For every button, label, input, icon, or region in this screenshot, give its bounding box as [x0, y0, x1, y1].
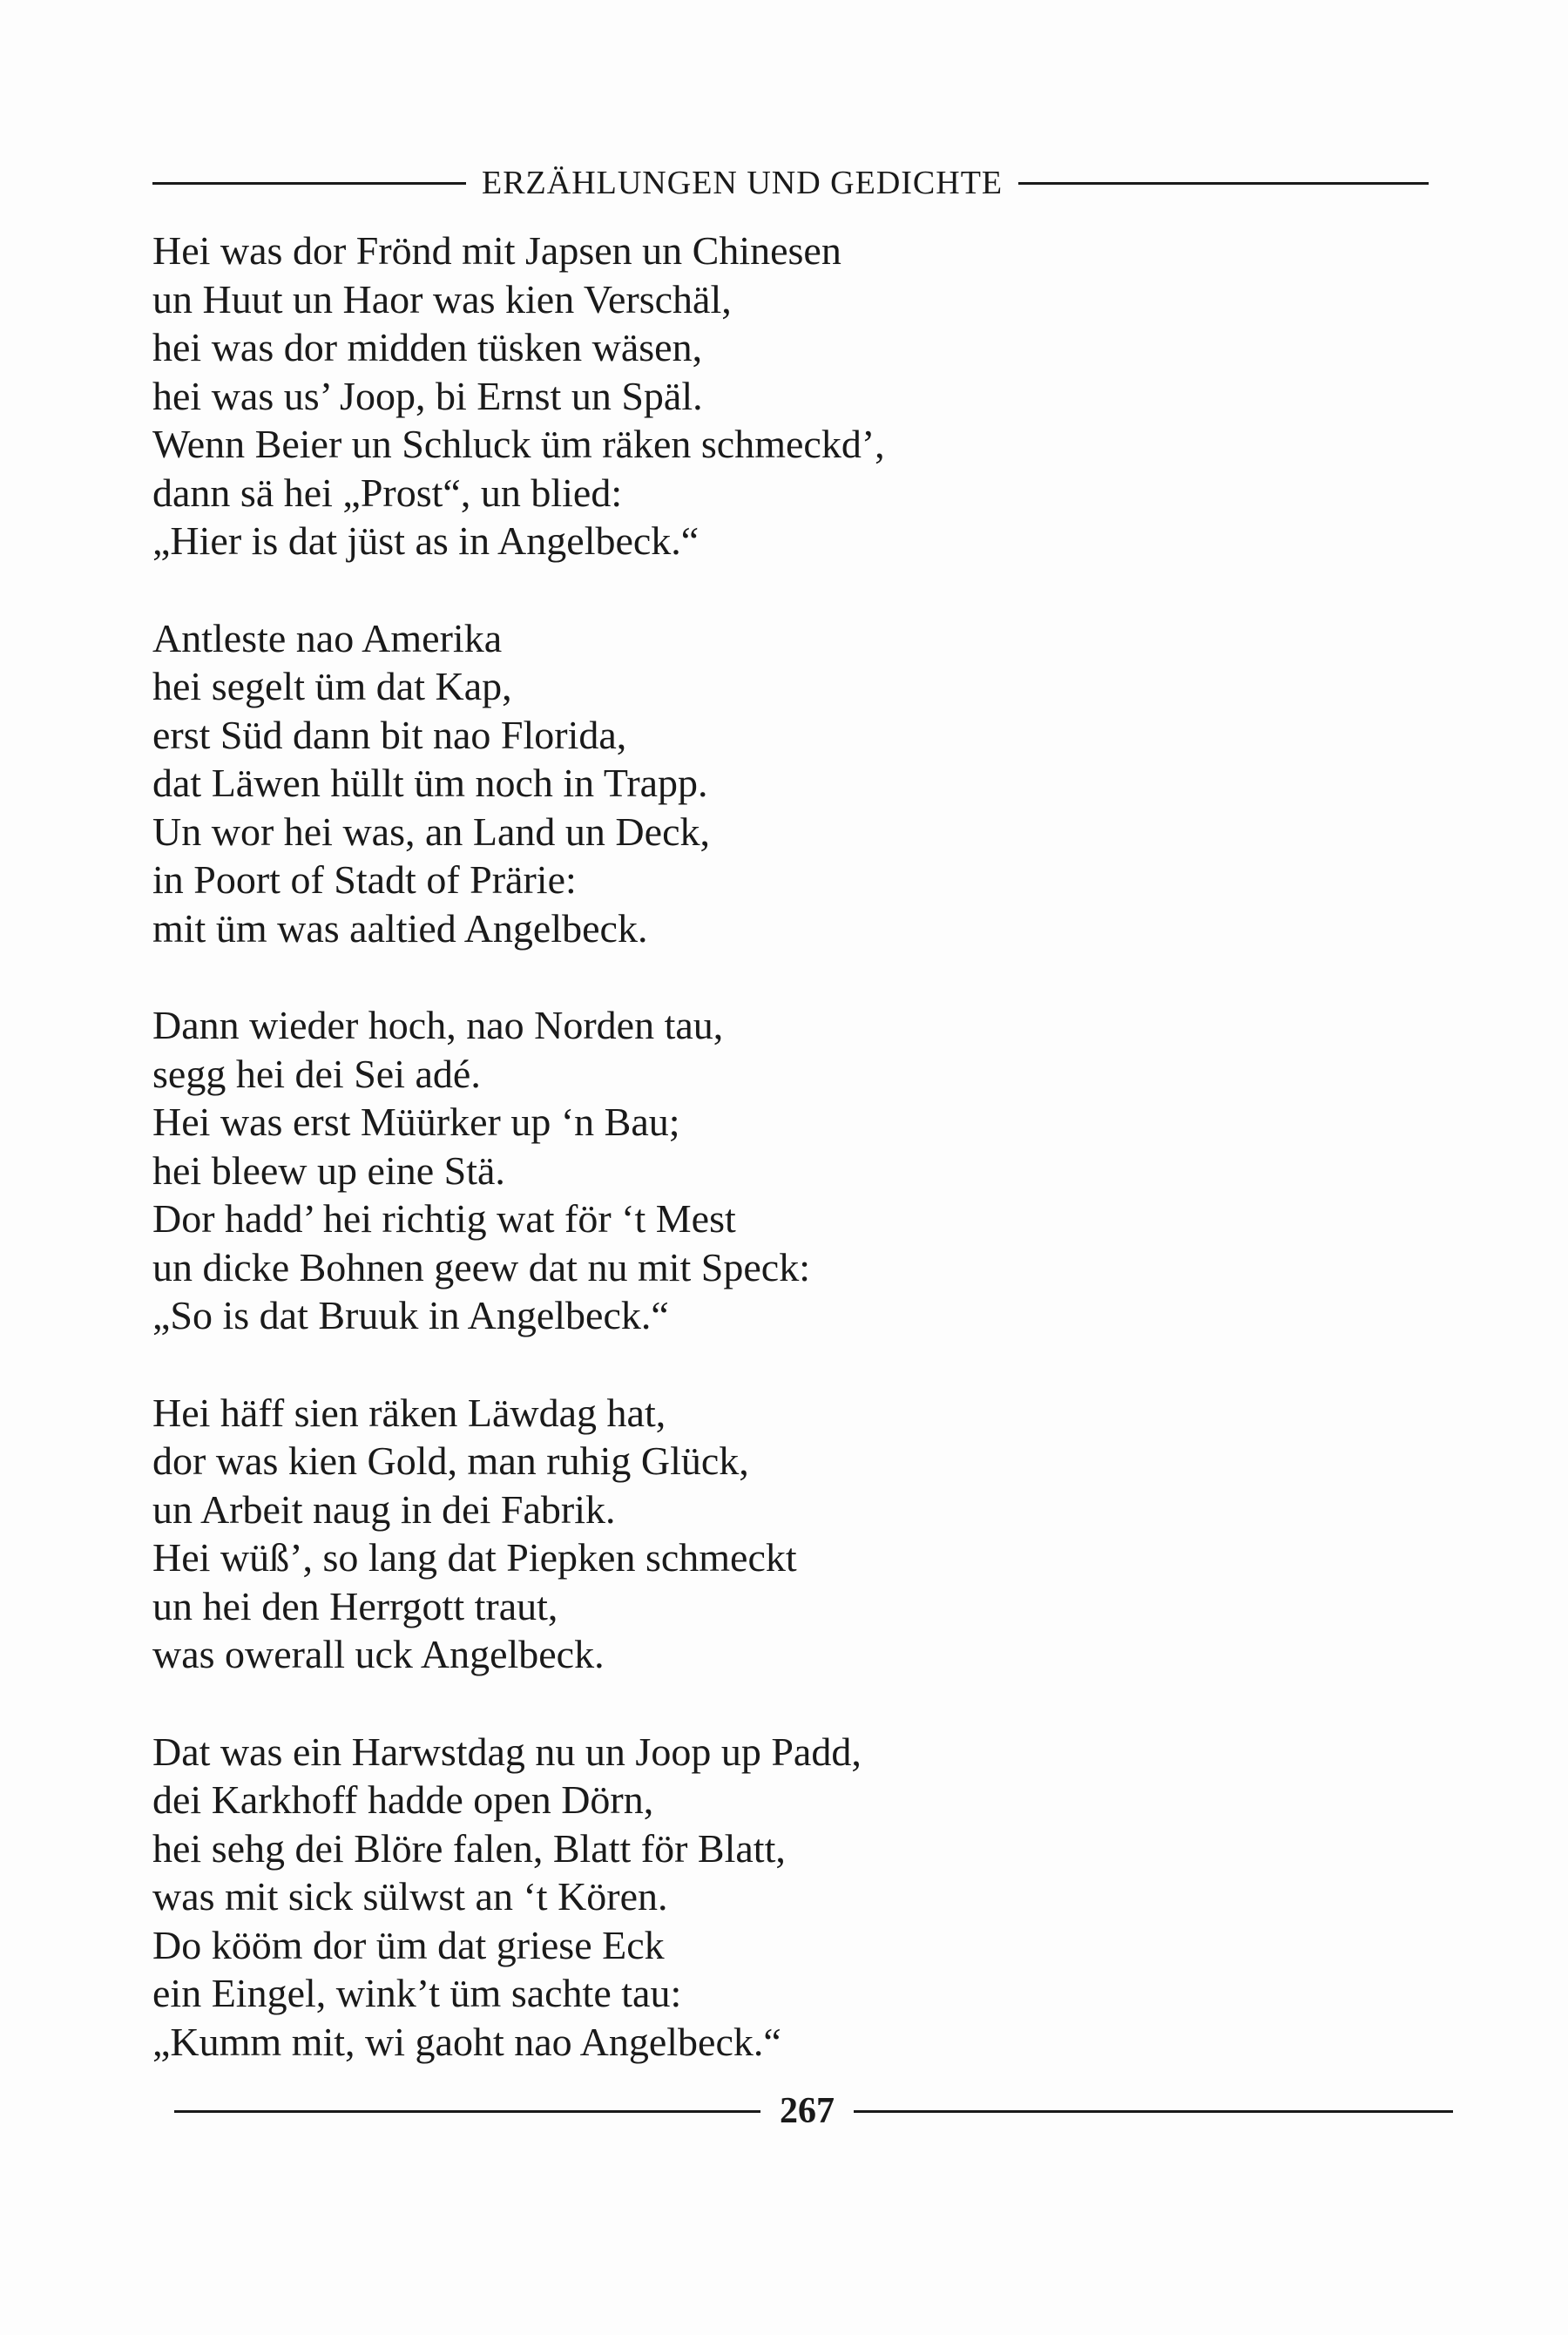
page-footer: [174, 2085, 1453, 2137]
poem-line: dat Läwen hüllt üm noch in Trapp.: [152, 761, 708, 805]
poem-line: Antleste nao Amerika: [152, 615, 503, 660]
poem-line: was mit sick sülwst an ‘t Kören.: [152, 1874, 668, 1919]
poem-line: dei Karkhoff hadde open Dörn,: [152, 1777, 654, 1822]
poem-line: erst Süd dann bit nao Florida,: [152, 712, 627, 757]
poem-line: Un wor hei was, an Land un Deck,: [152, 809, 710, 854]
poem-line: un dicke Bohnen geew dat nu mit Speck:: [152, 1244, 811, 1289]
poem-line: Wenn Beier un Schluck üm räken schmeckd’,: [152, 422, 885, 466]
poem-line: Hei wüß’, so lang dat Piepken schmeckt: [152, 1535, 797, 1580]
poem-line: hei was us’ Joop, bi Ernst un Späl.: [152, 373, 703, 418]
stanza-4: [152, 1389, 1459, 1679]
poem-line: „Kumm mit, wi gaoht nao Angelbeck.“: [152, 2019, 781, 2064]
header-rule-left: [152, 182, 466, 185]
running-header: [152, 157, 1429, 209]
poem-line: „So is dat Bruuk in Angelbeck.“: [152, 1293, 669, 1337]
poem-line: in Poort of Stadt of Prärie:: [152, 857, 577, 902]
header-rule-right: [1018, 182, 1429, 185]
running-header-title: ERZÄHLUNGEN UND GEDICHTE: [482, 165, 1004, 201]
poem-line: Hei was dor Frönd mit Japsen un Chinesen: [152, 228, 841, 273]
poem-line: un hei den Herrgott traut,: [152, 1583, 558, 1628]
poem-line: Dat was ein Harwstdag nu un Joop up Padd,: [152, 1729, 862, 1774]
stanza-5: [152, 1728, 1459, 2067]
poem-line: segg hei dei Sei adé.: [152, 1051, 481, 1096]
poem-line: hei sehg dei Blöre falen, Blatt för Blatt,: [152, 1825, 786, 1871]
footer-rule-right: [854, 2110, 1453, 2113]
poem-body: [152, 227, 1459, 2115]
poem-line: un Huut un Haor was kien Verschäl,: [152, 276, 732, 321]
footer-rule-left: [174, 2110, 760, 2113]
stanza-2: [152, 614, 1459, 953]
poem-line: ein Eingel, wink’t üm sachte tau:: [152, 1971, 682, 2015]
poem-line: hei was dor midden tüsken wäsen,: [152, 325, 703, 369]
poem-line: un Arbeit naug in dei Fabrik.: [152, 1486, 616, 1532]
poem-line: Hei häff sien räken Läwdag hat,: [152, 1390, 666, 1435]
poem-line: mit üm was aaltied Angelbeck.: [152, 905, 648, 951]
poem-line: hei bleew up eine Stä.: [152, 1147, 505, 1193]
poem-line: Hei was erst Müürker up ‘n Bau;: [152, 1100, 680, 1144]
poem-line: was owerall uck Angelbeck.: [152, 1632, 605, 1676]
poem-line: Dor hadd’ hei richtig wat för ‘t Mest: [152, 1196, 736, 1241]
stanza-3: [152, 1001, 1459, 1340]
poem-line: „Hier is dat jüst as in Angelbeck.“: [152, 518, 700, 563]
stanza-1: [152, 227, 1459, 565]
poem-line: dann sä hei „Prost“, un blied:: [152, 470, 623, 515]
poem-line: Do kööm dor üm dat griese Eck: [152, 1922, 665, 1967]
poem-line: dor was kien Gold, man ruhig Glück,: [152, 1438, 749, 1483]
page-number: 267: [780, 2091, 835, 2131]
poem-line: Dann wieder hoch, nao Norden tau,: [152, 1003, 724, 1047]
poem-line: hei segelt üm dat Kap,: [152, 664, 512, 708]
